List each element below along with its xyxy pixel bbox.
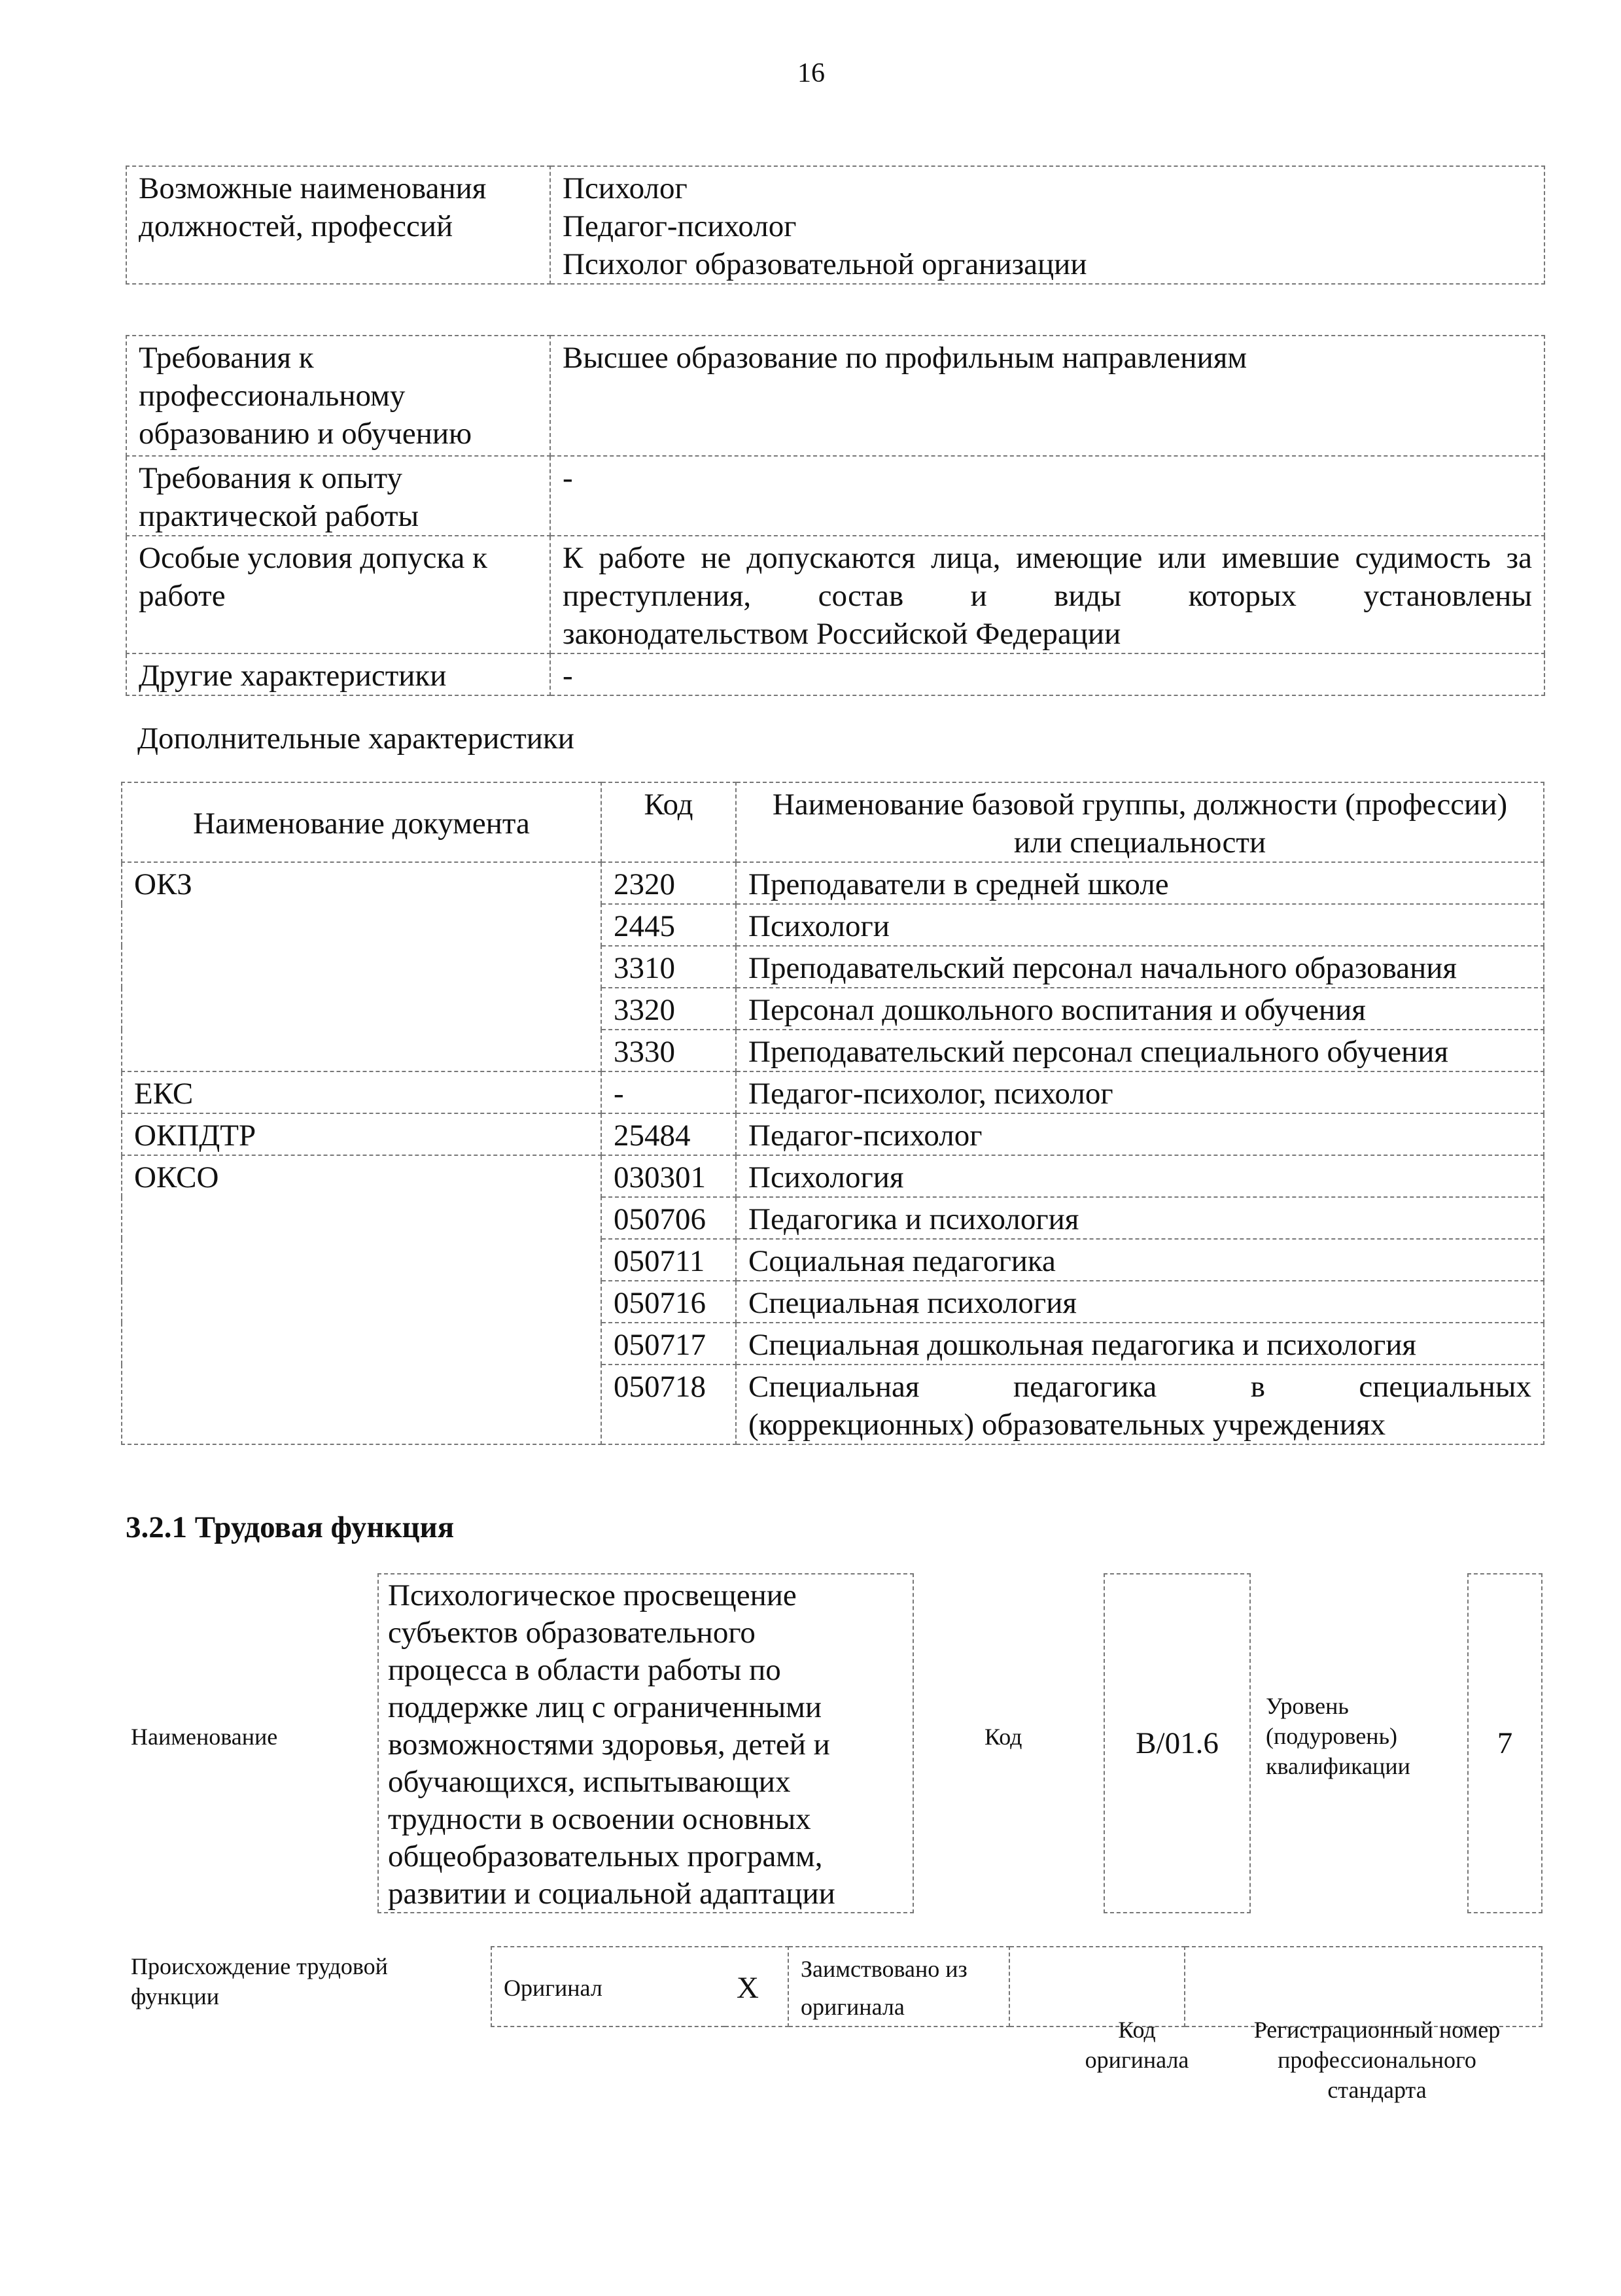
requirement-value: - <box>550 653 1544 695</box>
row-code: 050718 <box>601 1365 736 1444</box>
row-name: Преподавательский персонал начального образования <box>736 946 1544 988</box>
row-code: 25484 <box>601 1113 736 1155</box>
registration-caption <box>1213 2015 1541 2105</box>
original-mark: X <box>725 1947 788 2026</box>
requirement-value-line: преступления, состав и виды которых установлены <box>563 579 1532 613</box>
row-name: Специальная психология <box>736 1281 1544 1323</box>
level-label-line: (подуровень) <box>1266 1723 1397 1749</box>
row-code: 2320 <box>601 862 736 904</box>
function-name-line: обучающихся, испытывающих <box>388 1765 791 1799</box>
row-name: Социальная педагогика <box>736 1239 1544 1281</box>
code-caption-line: оригинала <box>1085 2047 1189 2073</box>
requirement-label: Требования к профессиональному образованию и обучению <box>126 336 550 456</box>
row-name: Педагогика и психология <box>736 1197 1544 1239</box>
row-name: Педагог-психолог, психолог <box>736 1071 1544 1113</box>
row-code: - <box>601 1071 736 1113</box>
row-name-line: (коррекционных) образовательных учреждениях <box>748 1408 1386 1442</box>
row-code: 3330 <box>601 1030 736 1071</box>
row-code: 030301 <box>601 1155 736 1197</box>
requirement-value: Высшее образование по профильным направлениям <box>550 336 1544 456</box>
column-header-name: Наименование базовой группы, должности (профессии) или специальности <box>736 782 1544 862</box>
registration-caption-line: стандарта <box>1327 2077 1427 2103</box>
registration-caption-line: профессионального <box>1278 2047 1476 2073</box>
row-code: 050717 <box>601 1323 736 1365</box>
original-label: Оригинал <box>491 1947 725 2026</box>
positions-label: Возможные наименования должностей, профессий <box>126 166 550 284</box>
requirement-value: - <box>550 456 1544 536</box>
code-caption-line: Код <box>1118 2017 1156 2043</box>
registration-caption-line: Регистрационный номер <box>1253 2017 1501 2043</box>
requirement-value <box>550 536 1544 653</box>
row-name: Преподавательский персонал специального обучения <box>736 1030 1544 1071</box>
document-name: ОКПДТР <box>122 1113 601 1155</box>
requirements-table <box>126 335 1545 696</box>
table-row <box>122 1113 1544 1155</box>
level-value: 7 <box>1497 1726 1513 1760</box>
document-name: ОКСО <box>122 1155 601 1444</box>
requirement-row <box>126 536 1544 653</box>
table-row <box>122 862 1544 904</box>
positions-table <box>126 165 1545 285</box>
position-item: Педагог-психолог <box>563 209 797 243</box>
requirement-label: Другие характеристики <box>126 653 550 695</box>
additional-table <box>121 782 1544 1445</box>
column-header-document: Наименование документа <box>122 782 601 862</box>
section-heading: 3.2.1 Трудовая функция <box>126 1510 455 1544</box>
requirement-label: Особые условия допуска к работе <box>126 536 550 653</box>
additional-header-row <box>122 782 1544 862</box>
row-name-line: Специальная педагогика в специальных <box>748 1370 1531 1404</box>
row-code: 050711 <box>601 1239 736 1281</box>
row-code: 050716 <box>601 1281 736 1323</box>
function-name-line: общеобразовательных программ, <box>388 1839 823 1873</box>
row-code: 2445 <box>601 904 736 946</box>
requirement-row <box>126 456 1544 536</box>
function-name-line: Психологическое просвещение <box>388 1578 797 1612</box>
function-name-line: возможностями здоровья, детей и <box>388 1728 830 1762</box>
code-label: Код <box>985 1724 1022 1750</box>
positions-row <box>126 166 1544 284</box>
column-header-code: Код <box>601 782 736 862</box>
table-row <box>122 1071 1544 1113</box>
row-name: Преподаватели в средней школе <box>736 862 1544 904</box>
requirement-row <box>126 336 1544 456</box>
code-caption <box>1045 2015 1229 2075</box>
row-name: Психология <box>736 1155 1544 1197</box>
borrowed-label-line: оригинала <box>801 1994 905 2020</box>
level-box <box>1467 1573 1543 1913</box>
origin-label-line: функции <box>131 1983 219 2009</box>
row-code: 050706 <box>601 1197 736 1239</box>
page-number: 16 <box>797 58 825 88</box>
table-row <box>122 1155 1544 1197</box>
level-label <box>1266 1691 1410 1781</box>
document-name: ЕКС <box>122 1071 601 1113</box>
function-name-line: поддержке лиц с ограниченными <box>388 1690 822 1724</box>
function-name-box <box>377 1573 914 1913</box>
borrowed-label <box>788 1947 1009 2026</box>
position-item: Психолог <box>563 171 688 205</box>
level-label-line: квалификации <box>1266 1753 1410 1779</box>
row-name: Психологи <box>736 904 1544 946</box>
requirement-value-line: К работе не допускаются лица, имеющие или имевшие судимость за <box>563 541 1532 575</box>
borrowed-label-line: Заимствовано из <box>801 1956 967 1982</box>
row-name: Специальная дошкольная педагогика и психология <box>736 1323 1544 1365</box>
origin-label-line: Происхождение трудовой <box>131 1953 388 1979</box>
level-label-line: Уровень <box>1266 1693 1349 1719</box>
row-name: Персонал дошкольного воспитания и обучения <box>736 988 1544 1030</box>
positions-values <box>550 166 1544 284</box>
document-name: ОКЗ <box>122 862 601 1071</box>
row-name: Педагог-психолог <box>736 1113 1544 1155</box>
function-name-line: трудности в освоении основных <box>388 1802 811 1836</box>
position-item: Психолог образовательной организации <box>563 247 1087 281</box>
code-value: В/01.6 <box>1136 1726 1219 1760</box>
origin-label <box>131 1951 388 2011</box>
function-name-line: развитии и социальной адаптации <box>388 1877 835 1911</box>
requirement-label: Требования к опыту практической работы <box>126 456 550 536</box>
function-name-label: Наименование <box>131 1724 278 1750</box>
function-name-line: субъектов образовательного <box>388 1616 756 1650</box>
requirement-row <box>126 653 1544 695</box>
code-box <box>1104 1573 1251 1913</box>
requirement-value-line: законодательством Российской Федерации <box>563 617 1121 651</box>
additional-heading: Дополнительные характеристики <box>137 722 574 756</box>
row-code: 3310 <box>601 946 736 988</box>
row-code: 3320 <box>601 988 736 1030</box>
row-name <box>736 1365 1544 1444</box>
function-name-line: процесса в области работы по <box>388 1653 781 1687</box>
